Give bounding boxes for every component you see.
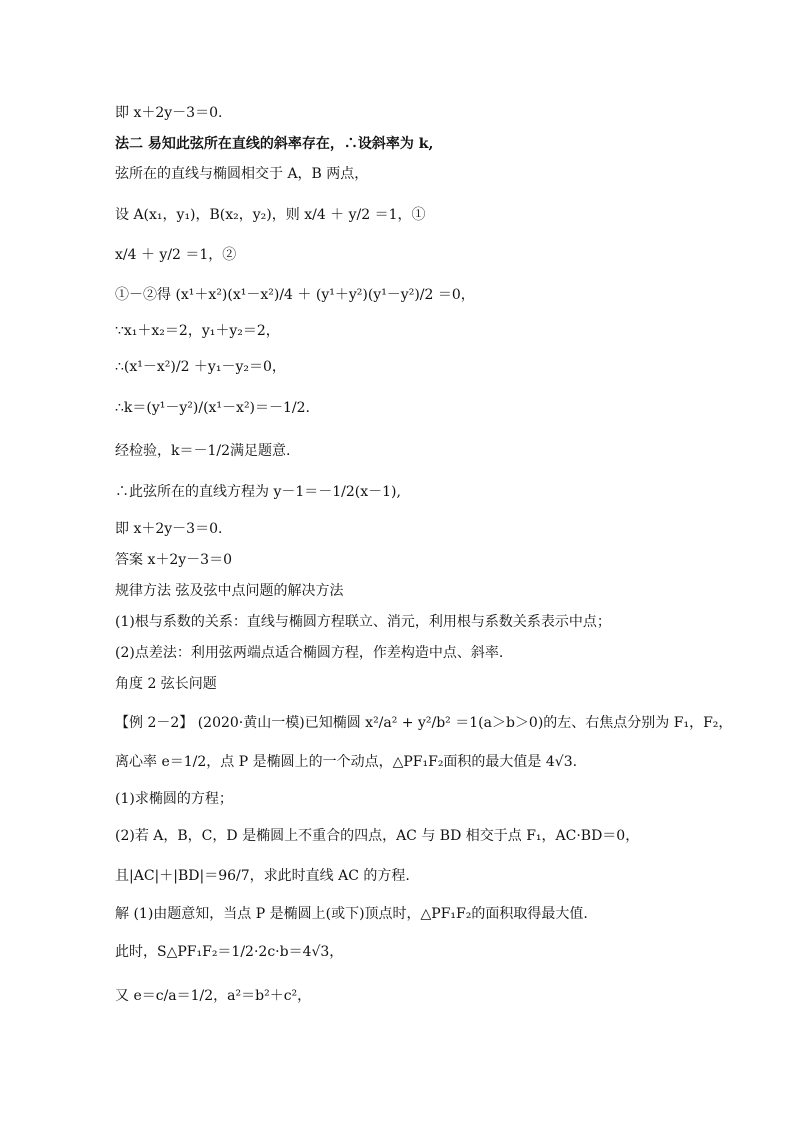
line-11: ∴此弦所在的直线方程为 y－1＝－1/2(x－1), [115,484,401,500]
line-16: (2)点差法：利用弦两端点适合椭圆方程，作差构造中点、斜率. [115,645,504,661]
line-25: 又 e＝c/a＝1/2，a²＝b²＋c²， [115,988,312,1004]
line-4: 设 A(x₁，y₁)，B(x₂，y₂)，则 x/4 ＋ y/2 ＝1，① [115,207,426,223]
line-13: 答案 x＋2y－3＝0 [115,552,232,568]
line-22: 且|AC|＋|BD|＝96/7，求此时直线 AC 的方程. [115,868,410,884]
line-23: 解 (1)由题意知，当点 P 是椭圆上(或下)顶点时，△PF₁F₂的面积取得最大值. [115,906,588,922]
line-10: 经检验，k＝－1/2满足题意. [115,443,291,459]
line-24: 此时，S△PF₁F₂＝1/2·2c·b＝4√3， [115,944,344,960]
line-5: x/4 ＋ y/2 ＝1，② [115,247,237,263]
line-15: (1)根与系数的关系：直线与椭圆方程联立、消元，利用根与系数关系表示中点； [115,614,611,630]
line-12: 即 x＋2y－3＝0. [115,521,223,537]
line-17: 角度 2 弦长问题 [115,676,217,692]
line-20: (1)求椭圆的方程； [115,791,233,807]
line-19: 离心率 e＝1/2，点 P 是椭圆上的一个动点，△PF₁F₂面积的最大值是 4√3. [115,754,578,770]
line-1: 即 x＋2y－3＝0. [115,105,223,121]
line-7: ∵x₁＋x₂＝2，y₁＋y₂＝2， [115,323,280,339]
line-3: 弦所在的直线与椭圆相交于 A，B 两点， [115,166,369,182]
line-6: ①－②得 (x¹＋x²)(x¹－x²)/4 ＋ (y¹＋y²)(y¹－y²)/2 ＝0， [115,287,475,303]
line-21: (2)若 A，B，C，D 是椭圆上不重合的四点，AC 与 BD 相交于点 F₁，AC·BD＝0， [115,828,640,844]
line-18: 【例 2－2】 (2020·黄山一模)已知椭圆 x²/a² + y²/b² ＝1(a＞b＞0)的左、右焦点分别为 F₁，F₂， [115,715,733,731]
line-2: 法二 易知此弦所在直线的斜率存在，∴设斜率为 k, [115,136,434,152]
line-14: 规律方法 弦及弦中点问题的解决方法 [115,583,344,599]
line-8: ∴(x¹－x²)/2 ＋y₁－y₂＝0， [115,359,286,375]
line-9: ∴k＝(y¹－y²)/(x¹－x²)＝－1/2. [115,400,310,416]
